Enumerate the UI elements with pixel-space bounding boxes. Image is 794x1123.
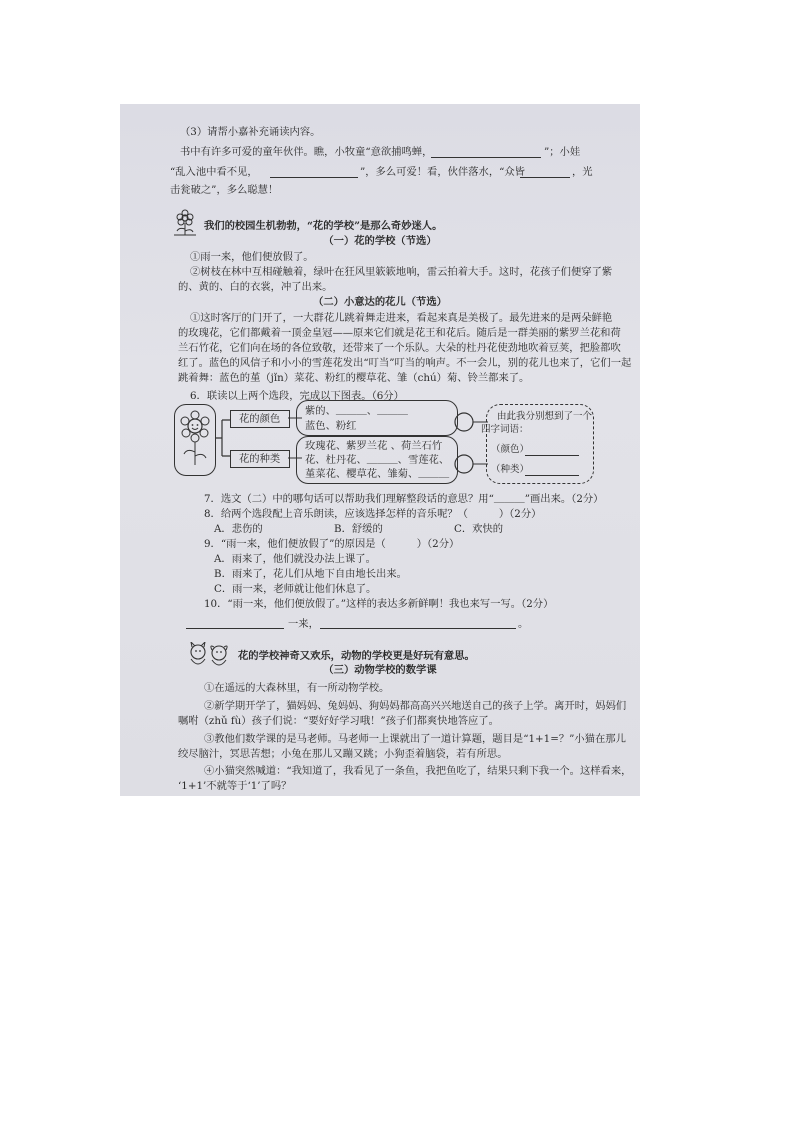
right-color: （颜色） xyxy=(491,444,530,455)
q8-option-a[interactable]: A．悲伤的 xyxy=(214,523,263,535)
section3-intro: 花的学校神奇又欢乐，动物的学校更是好玩有意思。 xyxy=(238,650,475,662)
section2-intro: 我们的校园生机勃勃，“花的学校”是那么奇妙迷人。 xyxy=(204,220,443,232)
q9-option-a[interactable]: A．雨来了，他们就没办法上课了。 xyxy=(214,553,376,565)
q10-title: 10．“雨一来，他们便放假了。”这样的表达多新鲜啊！我也来写一写。（2分） xyxy=(204,598,554,610)
s3-p1: ①在遥远的大森林里，有一所动物学校。 xyxy=(204,682,390,694)
s2-p1: ①雨一来，他们便放假了。 xyxy=(190,251,314,263)
q8-option-c[interactable]: C．欢快的 xyxy=(454,523,504,535)
right-kind: （种类） xyxy=(491,464,530,475)
s2-p2b: 的、黄的、白的衣裳，冲了出来。 xyxy=(178,281,333,293)
q9-option-b[interactable]: B．雨来了，花儿们从地下自由地长出来。 xyxy=(214,568,407,580)
color-line1: 紫的、＿＿＿、＿＿＿ xyxy=(305,405,408,417)
s2-p3d: 红了。蓝色的风信子和小小的雪莲花发出“叮当”叮当的响声。不一会儿，别的花儿也来了，它们一起 xyxy=(178,357,632,369)
q3-line1-end: ”；小娃 xyxy=(544,146,581,158)
kind-line1: 玫瑰花、紫罗兰花 、荷兰石竹 xyxy=(305,440,443,452)
q10-blank-1[interactable] xyxy=(186,628,284,629)
color-word-blank[interactable] xyxy=(525,455,579,456)
q3-line3: 击瓮破之”，多么聪慧！ xyxy=(170,184,279,196)
kind-content-box xyxy=(296,436,458,484)
s2-p3c: 兰石竹花，它们向在场的各位致敬，还带来了一个乐队。大朵的杜丹花使劲地吹着豆荚，把脸都吹 xyxy=(178,342,621,354)
s3-p4b: ‘1+1’不就等于‘1’了吗？ xyxy=(178,780,292,792)
s3-p4a: ④小猫突然喊道：“我知道了，我看见了一条鱼，我把鱼吃了，结果只剩下我一个。这样看来， xyxy=(204,765,632,777)
color-line2: 蓝色、粉红 xyxy=(305,420,357,432)
color-content-box xyxy=(296,400,458,436)
color-label-box xyxy=(230,410,290,428)
answer-blank[interactable] xyxy=(431,157,541,158)
right-title2: 四字词语： xyxy=(481,424,529,435)
q9-option-c[interactable]: C．雨一来，老师就让他们休息了。 xyxy=(214,583,377,595)
kind-word-blank[interactable] xyxy=(525,475,579,476)
q3-title: （3）请帮小嘉补充诵读内容。 xyxy=(180,126,321,138)
q3-line2b: ”，多么可爱！看，伙伴落水，“众皆 xyxy=(360,166,525,178)
kind-label: 花的种类 xyxy=(239,453,281,465)
section-title-3: （三）动物学校的数学课 xyxy=(323,664,437,676)
q3-line2a: “乱入池中看不见， xyxy=(170,166,258,178)
s2-p3a: ①这时客厅的门开了，一大群花儿跳着舞走进来，看起来真是美极了。最先进来的是两朵鲜艳 xyxy=(190,312,613,324)
q3-line2c: ，光 xyxy=(572,166,593,178)
answer-blank[interactable] xyxy=(520,177,570,178)
section-title-1: （一）花的学校（节选） xyxy=(323,235,437,247)
kind-label-box xyxy=(230,450,290,468)
q8-option-b[interactable]: B．舒缓的 xyxy=(334,523,383,535)
s3-p3b: 绞尽脑汁，冥思苦想；小兔在那儿又蹦又跳；小狗歪着脑袋，若有所思。 xyxy=(178,748,508,760)
q3-line1: 书中有许多可爱的童年伙伴。瞧，小牧童“意欲捕鸣蝉， xyxy=(180,146,433,158)
q9-title: 9．“雨一来，他们便放假了”的原因是（ ）（2分） xyxy=(204,538,460,550)
link-circles xyxy=(448,402,488,482)
q10-blank-2[interactable] xyxy=(320,628,516,629)
right-title: 由此我分别想到了一个 xyxy=(497,411,593,422)
s2-p3e: 跳着舞：蓝色的堇（jǐn）菜花、粉红的樱草花、雏（chú）菊、铃兰都来了。 xyxy=(178,372,530,384)
answer-box xyxy=(481,404,594,484)
kind-line2: 花、杜丹花、＿＿＿、雪莲花、 xyxy=(305,454,450,466)
answer-blank[interactable] xyxy=(270,177,358,178)
s2-p3b: 的玫瑰花，它们都戴着一顶金皇冠——原来它们就是花王和花后。随后是一群美丽的紫罗兰花和荷 xyxy=(178,327,621,339)
color-label: 花的颜色 xyxy=(239,413,281,425)
q10-mid: 一来， xyxy=(288,618,319,630)
s3-p3a: ③教他们数学课的是马老师。马老师一上课就出了一道计算题，题目是“1+1=？”小猫在那儿 xyxy=(204,733,626,745)
kind-line3: 堇菜花、樱草花、雏菊、＿＿＿ xyxy=(305,468,450,480)
smiling-flower-icon xyxy=(178,410,212,468)
exam-photo xyxy=(120,104,640,796)
flower-icon xyxy=(172,209,198,237)
q8-title: 8．给两个选段配上音乐朗读，应该选择怎样的音乐呢？（ ）（2分） xyxy=(204,508,542,520)
q10-end: 。 xyxy=(518,618,529,630)
s2-p2a: ②树枝在林中互相碰触着，绿叶在狂风里簌簌地响，雷云拍着大手。这时，花孩子们便穿了紫 xyxy=(190,266,613,278)
s3-p2a: ②新学期开学了，猫妈妈、兔妈妈、狗妈妈都高高兴兴地送自己的孩子上学。离开时，妈妈们 xyxy=(204,700,627,712)
q7: 7．选文（二）中的哪句话可以帮助我们理解整段话的意思？用“＿＿＿”画出来。（2分） xyxy=(204,493,604,505)
s3-p2b: 嘱咐（zhǔ fù）孩子们说：“要好好学习哦！”孩子们都爽快地答应了。 xyxy=(178,715,499,727)
section-title-2: （二）小意达的花儿（节选） xyxy=(313,296,447,308)
q6-title: 6．联读以上两个选段，完成以下图表。（6分） xyxy=(190,390,404,402)
